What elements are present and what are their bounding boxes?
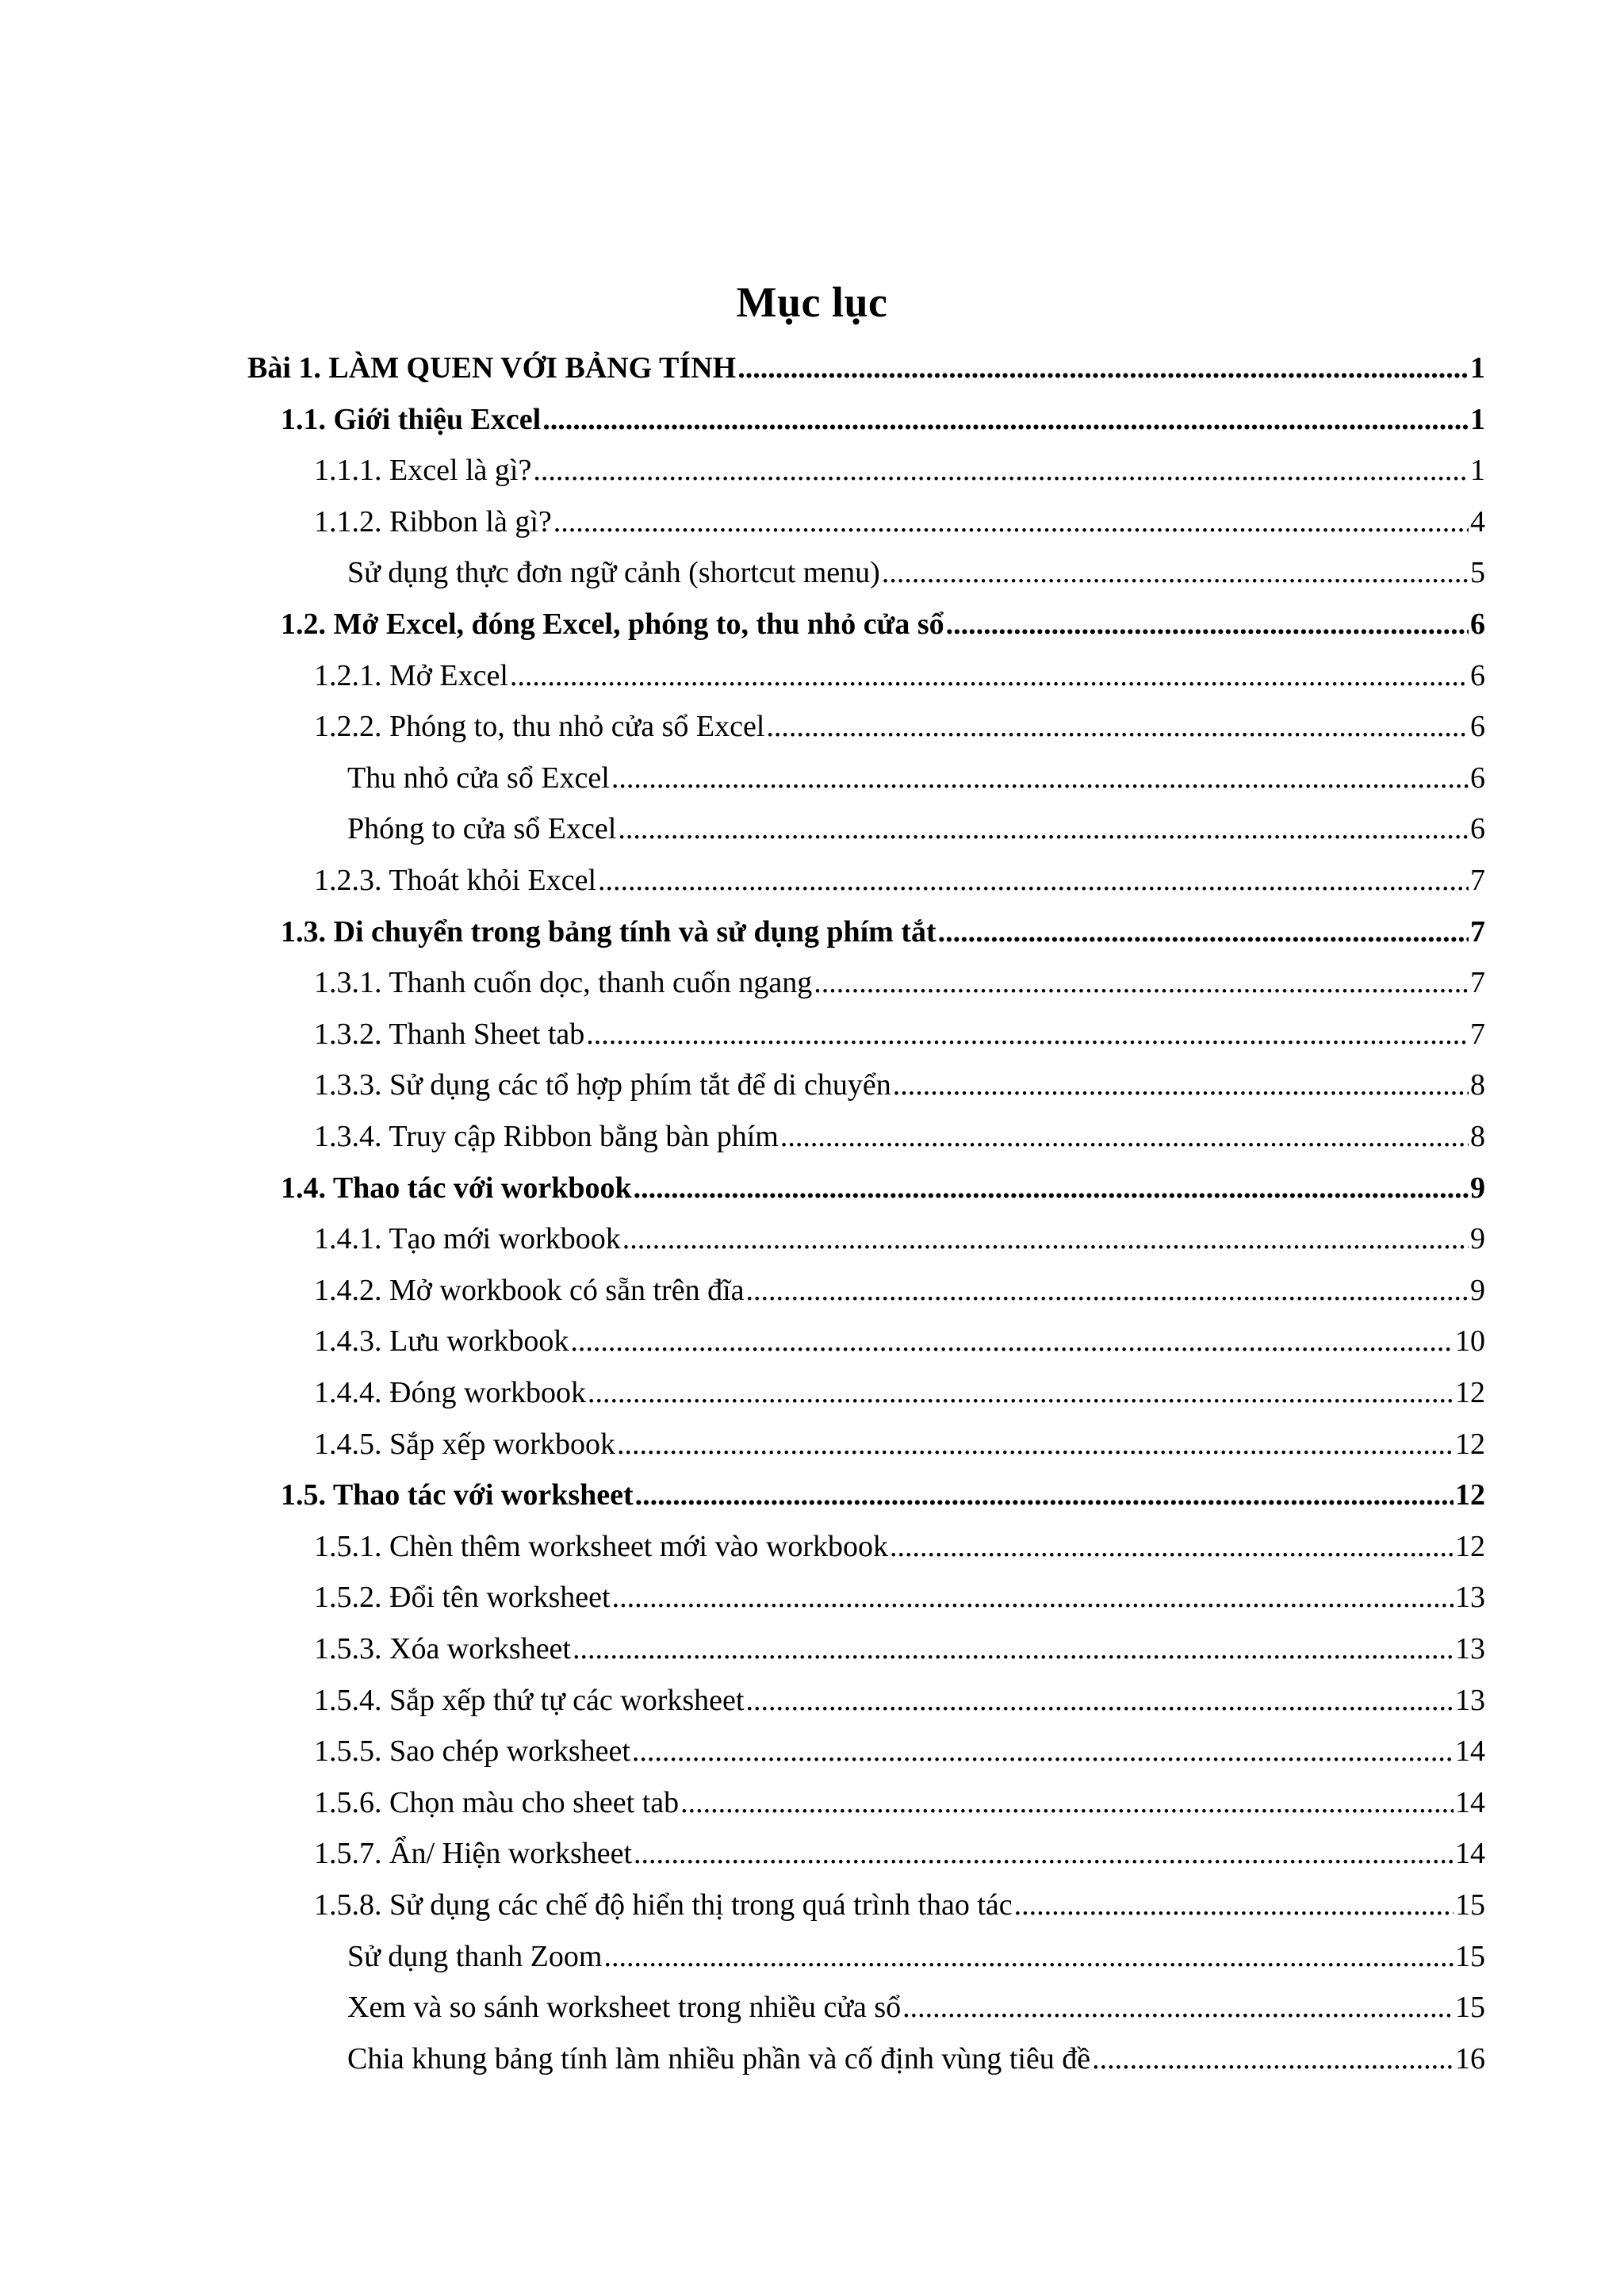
toc-entry-page-number: 6 xyxy=(1470,608,1485,641)
toc-entry[interactable] xyxy=(314,1777,1485,1828)
toc-entry-label: 1.3.2. Thanh Sheet tab xyxy=(314,1017,585,1051)
toc-entry-label: 1.1.1. Excel là gì? xyxy=(314,454,532,488)
toc-entry-page-number: 15 xyxy=(1455,1991,1485,2025)
toc-entry[interactable] xyxy=(314,1828,1485,1879)
toc-entry-label: 1.3.3. Sử dụng các tổ hợp phím tắt để di chuyển xyxy=(314,1068,891,1102)
toc-entry-label: 1.1.2. Ribbon là gì? xyxy=(314,504,552,539)
toc-entry-page-number: 7 xyxy=(1470,864,1485,897)
toc-entry-page-number: 6 xyxy=(1470,761,1485,795)
toc-entry-page-number: 13 xyxy=(1455,1683,1485,1717)
toc-entry-page-number: 8 xyxy=(1470,1120,1485,1153)
toc-dot-leader xyxy=(814,957,1469,1008)
toc-dot-leader xyxy=(680,1777,1454,1828)
toc-entry[interactable] xyxy=(314,1213,1485,1264)
toc-entry[interactable] xyxy=(314,1060,1485,1110)
toc-dot-leader xyxy=(634,1828,1454,1879)
toc-entry[interactable] xyxy=(347,753,1485,803)
toc-entry[interactable] xyxy=(314,1880,1485,1930)
toc-entry-page-number: 9 xyxy=(1470,1273,1485,1307)
toc-entry-page-number: 5 xyxy=(1470,556,1485,590)
page-title: Mục lục xyxy=(736,278,888,327)
toc-entry[interactable] xyxy=(314,701,1485,752)
toc-entry[interactable] xyxy=(314,1419,1485,1470)
toc-entry-page-number: 6 xyxy=(1470,710,1485,744)
toc-entry-label: Bài 1. LÀM QUEN VỚI BẢNG TÍNH xyxy=(247,351,737,385)
toc-dot-leader xyxy=(635,1470,1454,1520)
toc-entry-page-number: 16 xyxy=(1455,2041,1485,2076)
toc-dot-leader xyxy=(542,394,1469,445)
toc-entry[interactable] xyxy=(347,547,1485,598)
toc-entry-label: 1.5. Thao tác với worksheet xyxy=(281,1478,634,1512)
toc-entry-label: 1.2.2. Phóng to, thu nhỏ cửa sổ Excel xyxy=(314,710,765,744)
toc-entry[interactable] xyxy=(314,1265,1485,1316)
toc-entry-page-number: 7 xyxy=(1470,914,1485,949)
toc-dot-leader xyxy=(598,855,1469,906)
toc-dot-leader xyxy=(573,1623,1454,1674)
toc-dot-leader xyxy=(890,1521,1454,1572)
toc-entry-page-number: 10 xyxy=(1455,1324,1485,1359)
toc-entry-page-number: 13 xyxy=(1455,1632,1485,1665)
toc-dot-leader xyxy=(603,1931,1454,1982)
toc-dot-leader xyxy=(1014,1880,1454,1930)
toc-entry-label: Thu nhỏ cửa sổ Excel xyxy=(347,761,610,795)
toc-entry[interactable] xyxy=(347,803,1485,854)
toc-entry-page-number: 12 xyxy=(1455,1478,1485,1512)
toc-entry-label: 1.5.6. Chọn màu cho sheet tab xyxy=(314,1785,680,1819)
toc-entry[interactable] xyxy=(314,1675,1485,1726)
toc-entry[interactable] xyxy=(314,1367,1485,1418)
toc-entry-label: 1.2.3. Thoát khỏi Excel xyxy=(314,864,597,897)
toc-entry-label: 1.5.1. Chèn thêm worksheet mới vào workbook xyxy=(314,1529,889,1563)
toc-dot-leader xyxy=(938,907,1469,957)
toc-entry-page-number: 7 xyxy=(1470,966,1485,1000)
toc-dot-leader xyxy=(622,1213,1469,1264)
toc-entry-label: 1.4. Thao tác với workbook xyxy=(281,1171,632,1205)
toc-entry-page-number: 4 xyxy=(1470,504,1485,539)
toc-dot-leader xyxy=(632,1726,1454,1777)
toc-entry-label: Phóng to cửa sổ Excel xyxy=(347,812,617,846)
toc-entry-page-number: 14 xyxy=(1455,1785,1485,1819)
toc-entry-label: 1.5.3. Xóa worksheet xyxy=(314,1632,571,1665)
toc-entry-label: 1.4.4. Đóng workbook xyxy=(314,1376,587,1409)
toc-entry[interactable] xyxy=(347,1982,1485,2033)
toc-entry-label: 1.3.4. Truy cập Ribbon bằng bàn phím xyxy=(314,1120,779,1153)
toc-dot-leader xyxy=(634,1163,1469,1213)
toc-entry[interactable] xyxy=(347,1931,1485,1982)
toc-entry[interactable] xyxy=(314,1521,1485,1572)
toc-entry-label: 1.3. Di chuyển trong bảng tính và sử dụng phím tắt xyxy=(281,914,936,949)
toc-dot-leader xyxy=(882,547,1469,598)
toc-entry[interactable] xyxy=(314,496,1485,547)
toc-entry-page-number: 1 xyxy=(1470,402,1485,436)
toc-entry-page-number: 6 xyxy=(1470,658,1485,692)
toc-entry-page-number: 1 xyxy=(1470,454,1485,488)
toc-dot-leader xyxy=(766,701,1469,752)
toc-dot-leader xyxy=(893,1060,1469,1110)
toc-entry-page-number: 8 xyxy=(1470,1068,1485,1102)
toc-entry[interactable] xyxy=(314,1009,1485,1060)
toc-entry-page-number: 12 xyxy=(1455,1529,1485,1563)
toc-entry-label: 1.1. Giới thiệu Excel xyxy=(281,402,542,436)
toc-entry[interactable] xyxy=(281,599,1485,650)
toc-dot-leader xyxy=(612,1572,1454,1623)
toc-entry[interactable] xyxy=(314,855,1485,906)
toc-entry-label: 1.4.5. Sắp xếp workbook xyxy=(314,1427,615,1461)
toc-entry-page-number: 1 xyxy=(1470,351,1485,385)
toc-dot-leader xyxy=(902,1982,1454,2033)
toc-entry-label: Xem và so sánh worksheet trong nhiều cửa sổ xyxy=(347,1991,902,2025)
toc-entry-label: 1.4.1. Tạo mới workbook xyxy=(314,1222,621,1256)
toc-dot-leader xyxy=(745,1675,1454,1726)
toc-entry-page-number: 12 xyxy=(1455,1427,1485,1461)
toc-dot-leader xyxy=(611,753,1469,803)
toc-entry-label: 1.2. Mở Excel, đóng Excel, phóng to, thu nhỏ cửa sổ xyxy=(281,608,944,641)
toc-entry-label: 1.5.7. Ẩn/ Hiện worksheet xyxy=(314,1837,633,1871)
toc-entry-label: Sử dụng thanh Zoom xyxy=(347,1939,603,1973)
toc-entry[interactable] xyxy=(314,1726,1485,1777)
toc-entry[interactable] xyxy=(314,1111,1485,1162)
toc-dot-leader xyxy=(588,1367,1454,1418)
toc-entry[interactable] xyxy=(314,957,1485,1008)
toc-entry[interactable] xyxy=(314,1623,1485,1674)
toc-entry[interactable] xyxy=(281,1470,1485,1520)
toc-entry-page-number: 9 xyxy=(1470,1222,1485,1256)
toc-entry-label: Chia khung bảng tính làm nhiều phần và cố định vùng tiêu đề xyxy=(347,2041,1091,2076)
toc-entry-label: 1.4.3. Lưu workbook xyxy=(314,1324,569,1359)
toc-entry-label: 1.5.4. Sắp xếp thứ tự các worksheet xyxy=(314,1683,745,1717)
toc-entry[interactable] xyxy=(281,394,1485,445)
toc-entry[interactable] xyxy=(281,1163,1485,1213)
toc-entry-page-number: 9 xyxy=(1470,1171,1485,1205)
toc-entry-label: 1.3.1. Thanh cuốn dọc, thanh cuốn ngang xyxy=(314,966,813,1000)
toc-entry-page-number: 12 xyxy=(1455,1376,1485,1409)
toc-dot-leader xyxy=(533,445,1469,496)
toc-dot-leader xyxy=(1092,2033,1454,2084)
toc-entry[interactable] xyxy=(314,1572,1485,1623)
toc-dot-leader xyxy=(618,803,1469,854)
toc-entry-page-number: 14 xyxy=(1455,1837,1485,1871)
toc-dot-leader xyxy=(780,1111,1469,1162)
toc-entry-label: 1.5.2. Đổi tên worksheet xyxy=(314,1581,611,1615)
toc-entry[interactable] xyxy=(314,650,1485,701)
toc-entry-page-number: 15 xyxy=(1455,1939,1485,1973)
toc-dot-leader xyxy=(586,1009,1469,1060)
toc-dot-leader xyxy=(553,496,1469,547)
toc-entry-page-number: 15 xyxy=(1455,1888,1485,1922)
toc-entry[interactable] xyxy=(314,445,1485,496)
toc-entry[interactable] xyxy=(347,2033,1485,2084)
toc-dot-leader xyxy=(746,1265,1469,1316)
toc-entry-label: Sử dụng thực đơn ngữ cảnh (shortcut menu) xyxy=(347,556,880,590)
toc-entry[interactable] xyxy=(247,343,1485,393)
toc-dot-leader xyxy=(737,343,1469,393)
toc-entry-page-number: 14 xyxy=(1455,1734,1485,1769)
toc-entry-label: 1.5.8. Sử dụng các chế độ hiển thị trong quá trình thao tác xyxy=(314,1888,1013,1922)
toc-dot-leader xyxy=(570,1316,1454,1366)
toc-entry-page-number: 13 xyxy=(1455,1581,1485,1615)
toc-entry-label: 1.4.2. Mở workbook có sẵn trên đĩa xyxy=(314,1273,745,1307)
toc-dot-leader xyxy=(617,1419,1454,1470)
toc-entry-label: 1.2.1. Mở Excel xyxy=(314,658,508,692)
toc-entry[interactable] xyxy=(281,907,1485,957)
toc-entry-page-number: 6 xyxy=(1470,812,1485,846)
toc-entry-label: 1.5.5. Sao chép worksheet xyxy=(314,1734,630,1769)
toc-entry-page-number: 7 xyxy=(1470,1017,1485,1051)
toc-entry[interactable] xyxy=(314,1316,1485,1366)
toc-dot-leader xyxy=(946,599,1469,650)
toc-dot-leader xyxy=(510,650,1469,701)
